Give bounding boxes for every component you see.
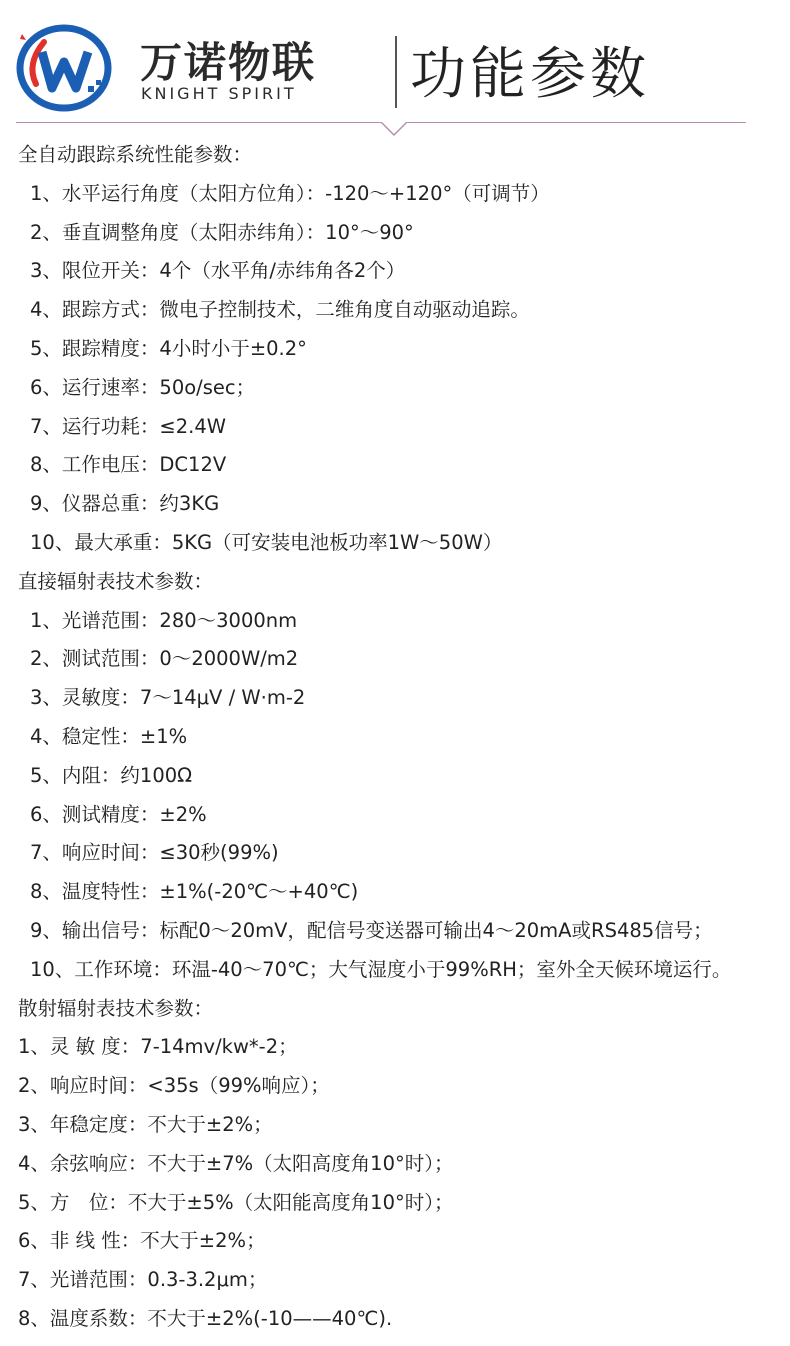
list-item: 4、余弦响应：不大于±7%（太阳高度角10°时）；: [18, 1151, 454, 1175]
list-item: 8、温度系数：不大于±2%(-10——40℃).: [18, 1306, 393, 1330]
brand-name-en: KNIGHT SPIRIT: [141, 84, 297, 103]
list-item: 10、最大承重：5KG（可安装电池板功率1W～50W）: [30, 530, 503, 554]
header: [0, 0, 790, 124]
list-item: 7、运行功耗：≤2.4W: [30, 414, 227, 438]
list-item: 3、灵敏度：7～14μV / W·m-2: [30, 686, 306, 710]
list-item: 2、响应时间：<35s（99%响应）；: [18, 1074, 330, 1098]
brand-logo-icon: [16, 24, 112, 112]
list-item: 2、测试范围：0～2000W/m2: [30, 647, 299, 671]
list-item: 9、仪器总重：约3KG: [30, 492, 220, 516]
list-item: 9、输出信号：标配0～20mV，配信号变送器可输出4～20mA或RS485信号；: [30, 918, 713, 942]
list-item: 5、跟踪精度：4小时小于±0.2°: [30, 336, 307, 360]
section-heading-direct-radiometer: 直接辐射表技术参数：: [18, 569, 214, 593]
brand-logo: [16, 24, 112, 112]
list-item: 3、限位开关：4个（水平角/赤纬角各2个）: [30, 259, 406, 283]
list-item: 6、非 线 性：不大于±2%；: [18, 1229, 266, 1253]
list-item: 8、温度特性：±1%(-20℃～+40℃): [30, 880, 359, 904]
list-item: 4、稳定性：±1%: [30, 724, 188, 748]
list-item: 6、测试精度：±2%: [30, 802, 207, 826]
section-heading-tracking: 全自动跟踪系统性能参数：: [18, 143, 253, 166]
list-item: 3、年稳定度：不大于±2%；: [18, 1112, 273, 1136]
header-divider: [395, 36, 397, 108]
list-item: 5、方 位：不大于±5%（太阳能高度角10°时）；: [18, 1190, 454, 1214]
list-item: 1、光谱范围：280～3000nm: [30, 608, 298, 632]
list-item: 2、垂直调整角度（太阳赤纬角）：10°～90°: [30, 220, 414, 244]
parameter-list: [0, 136, 790, 1339]
brand-name-cn: 万诺物联: [140, 38, 317, 87]
list-item: 4、跟踪方式：微电子控制技术，二维角度自动驱动追踪。: [30, 298, 530, 322]
list-item: 10、工作环境：环温-40～70℃；大气湿度小于99%RH；室外全天候环境运行。: [30, 957, 732, 981]
list-item: 7、响应时间：≤30秒(99%): [30, 841, 279, 865]
list-item: 1、水平运行角度（太阳方位角）：-120～+120°（可调节）: [30, 181, 550, 205]
list-item: 7、光谱范围：0.3-3.2μm；: [18, 1268, 268, 1292]
list-item: 8、工作电压：DC12V: [30, 453, 227, 477]
section-heading-diffuse-radiometer: 散射辐射表技术参数：: [18, 996, 214, 1020]
list-item: 5、内阻：约100Ω: [30, 763, 193, 787]
list-item: 6、运行速率：50o/sec；: [30, 375, 256, 399]
page-title: 功能参数: [410, 42, 650, 107]
list-item: 1、灵 敏 度：7-14mv/kw*-2；: [18, 1035, 298, 1059]
